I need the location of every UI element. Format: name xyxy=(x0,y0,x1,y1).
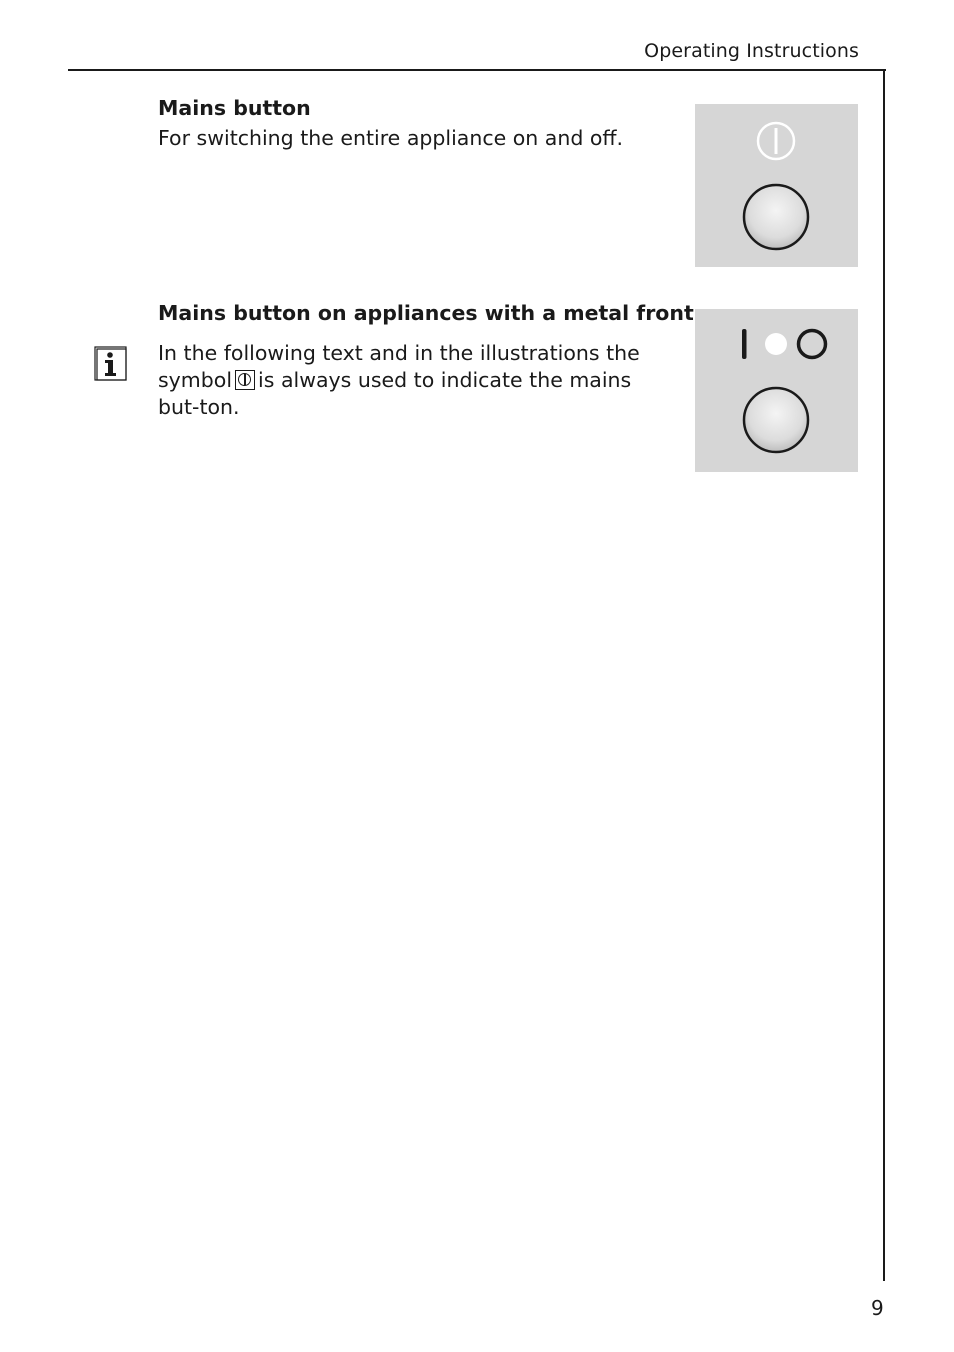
header-rule xyxy=(68,69,886,71)
round-button-icon xyxy=(744,185,808,249)
metal-front-power-button-illustration xyxy=(695,309,858,472)
section-title-mains-button: Mains button xyxy=(158,96,311,120)
page-header-title: Operating Instructions xyxy=(644,40,859,62)
indicator-light-icon xyxy=(765,333,787,355)
margin-rule xyxy=(883,69,885,1281)
off-indicator-icon xyxy=(799,331,826,358)
section-title-metal-front: Mains button on appliances with a metal front xyxy=(158,301,694,325)
round-button-icon xyxy=(744,388,808,452)
mains-symbol-icon xyxy=(235,370,255,390)
page-number: 9 xyxy=(871,1296,884,1320)
section-text-mains-button: For switching the entire appliance on and off. xyxy=(158,126,624,150)
section-text-metal-front xyxy=(158,340,678,421)
info-icon xyxy=(94,346,128,386)
text-after-symbol: is always used to indicate the mains but-ton. xyxy=(158,368,632,419)
text-before-symbol: In the following text and in the illustrations the symbol xyxy=(158,341,640,392)
on-indicator-icon xyxy=(742,329,747,359)
power-symbol-icon xyxy=(758,123,794,159)
power-button-illustration xyxy=(695,104,858,267)
